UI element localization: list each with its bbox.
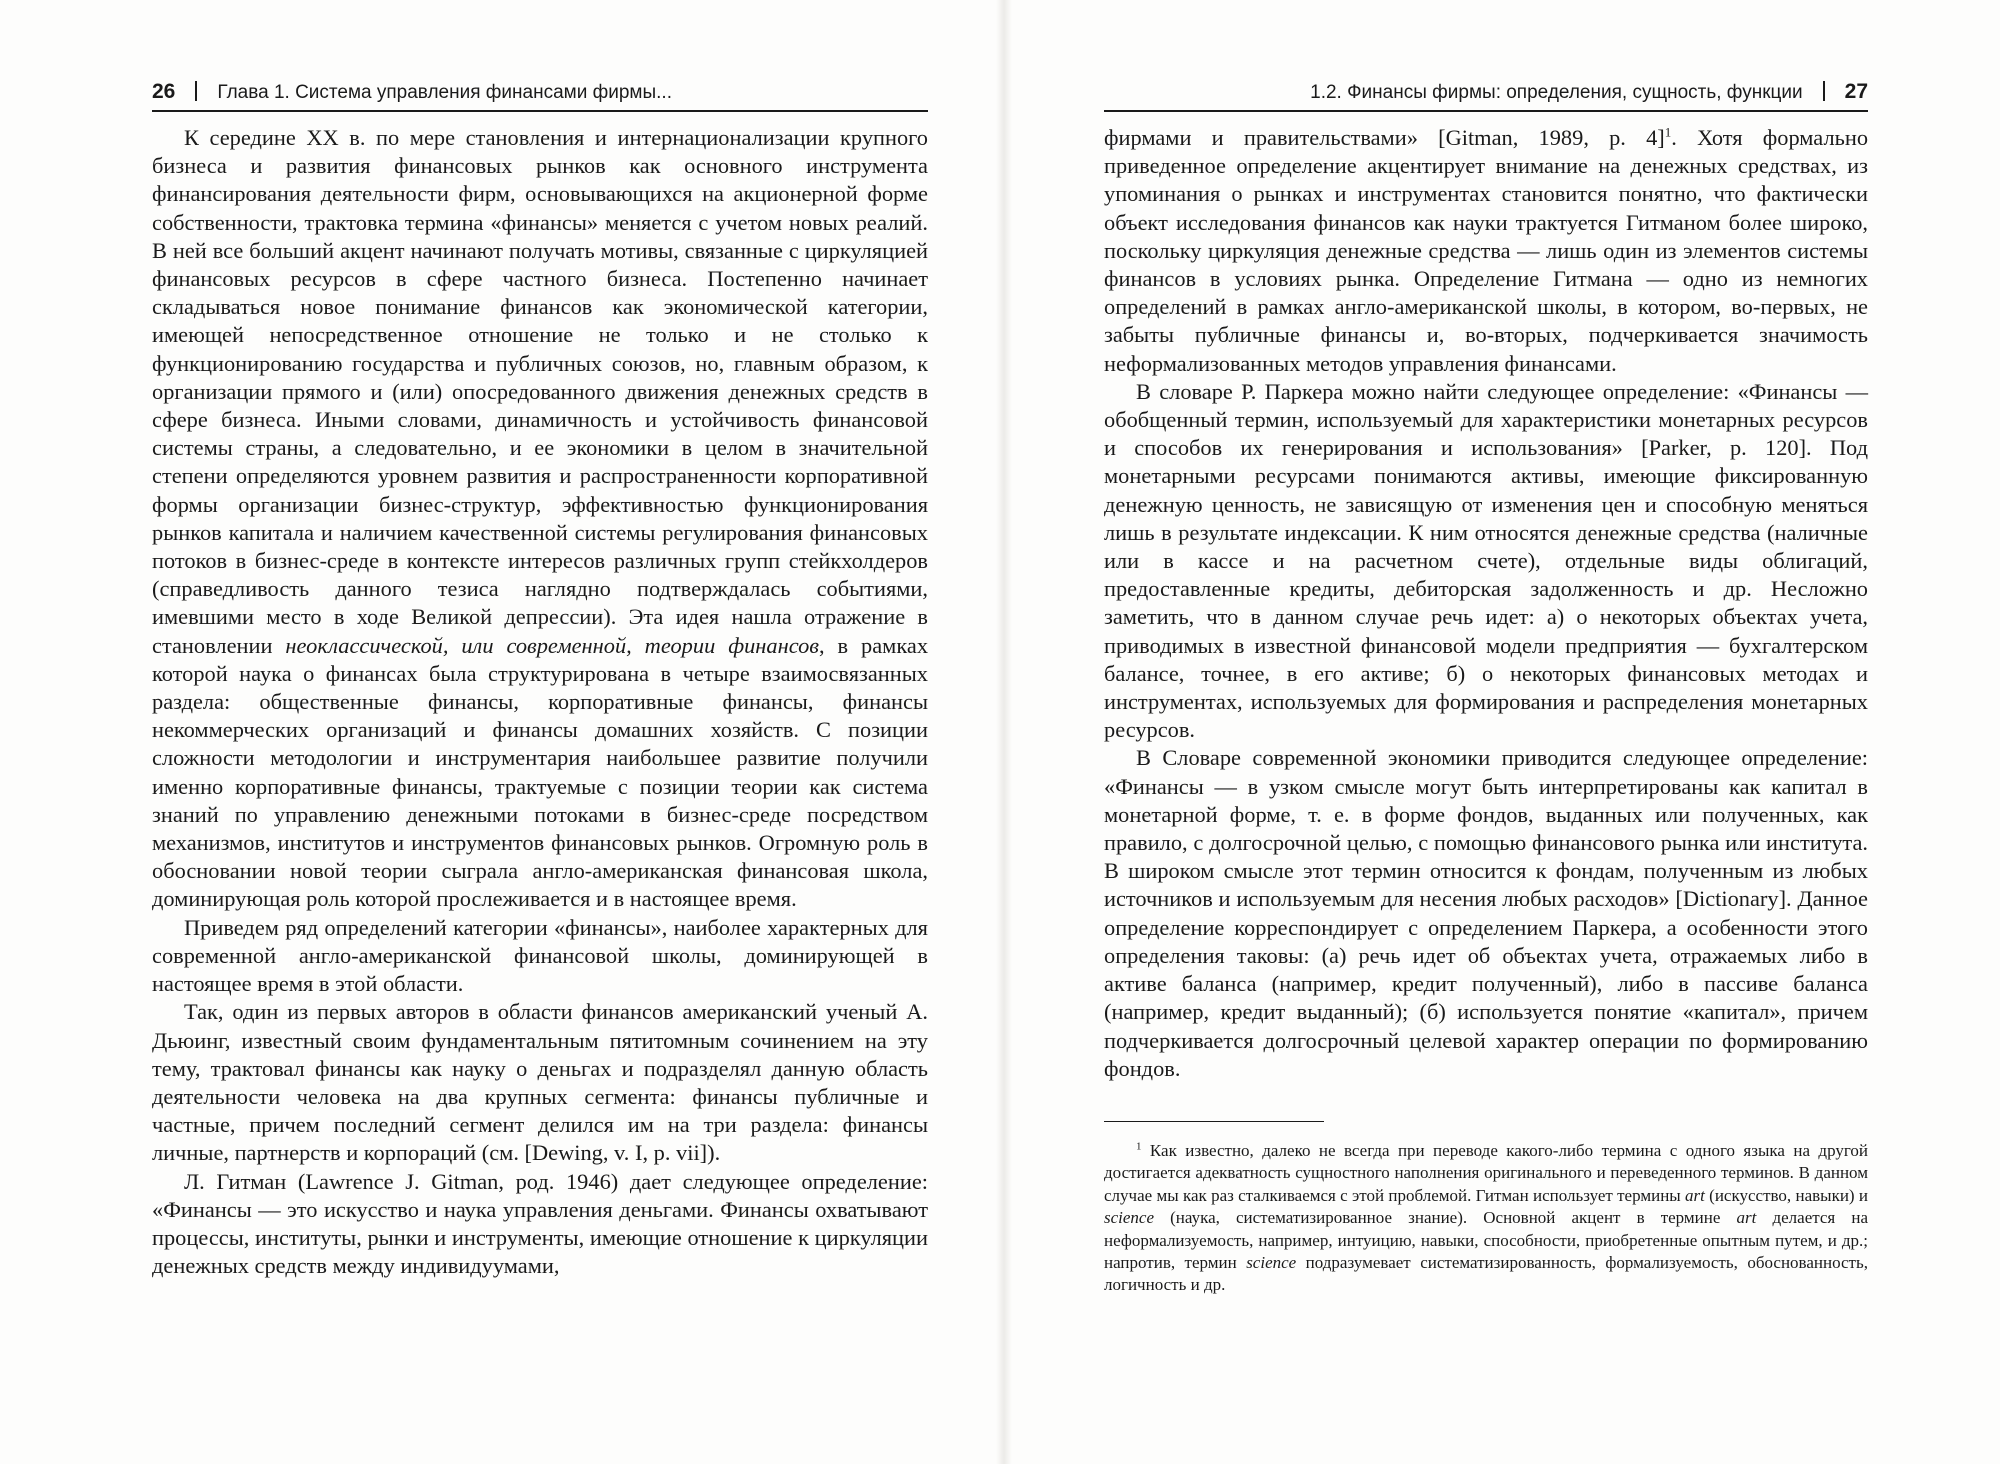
paragraph: В Словаре современной экономики приводится следующее определение: «Финансы — в узком смысле могут быть интерпретированы как капитал в монетарной форме, т. е. в форме фондов, выданных или полученных, как правило, с долгосрочной целью, с помощью финансового рынка или института. В широком смысле этот термин относится к фондам, полученным из любых источников и используемым для несения любых расходов» [Dictionary]. Данное определение корреспондирует с определением Паркера, а особенности этого определения таковы: (а) речь идет об объектах учета, отражаемых либо в активе баланса (например, кредит полученный), либо в пассиве баланса (например, кредит выданный); (б) используется понятие «капитал», причем подчеркивается долгосрочный целевой характер операции по формированию фондов.	[1104, 745, 1868, 1081]
footnote: $^1$ Как известно, далеко не всегда при переводе какого-либо термина с одного языка на другой достигается адекватность сущностного наполнения оригинального и переведенного терминов. В данном случае мы как раз сталкиваемся с этой проблемой. Гитман использует термины art (искусство, навыки) и science (наука, систематизированное знание). Основной акцент в термине art делается на неформализуемость, например, интуицию, навыки, способности, приобретенные опытным путем, и др.; напротив, термин science подразумевает систематизированность, формализуемость, обоснованность, логичность и др.	[1104, 1140, 1868, 1295]
footnote-term: art	[1736, 1208, 1757, 1228]
footnote-rule	[1104, 1121, 1324, 1122]
left-page	[152, 78, 928, 1280]
right-running-head	[1104, 78, 1868, 112]
footnote-marker: 1	[1136, 1140, 1142, 1153]
running-head-separator	[1823, 81, 1825, 101]
left-running-head-title: Глава 1. Система управления финансами фирмы...	[217, 82, 672, 103]
footnote-term: science	[1246, 1252, 1297, 1272]
paragraph: фирмами и правительствами» [Gitman, 1989, p. 4]$^1$. Хотя формально приведенное определение акцентирует внимание на денежных средствах, из упоминания о рынках и инструментах становится понятно, что фактически объект исследования финансов как науки трактуется Гитманом более широко, поскольку циркуляция денежные средства — лишь один из элементов системы финансов в условиях рынка. Определение Гитмана — одно из немногих определений в рамках англо-американской школы, в котором, во-первых, не забыты публичные финансы и, во-вторых, подчеркивается значимость неформализованных методов управления финансами.	[1104, 124, 1869, 376]
right-running-head-title: 1.2. Финансы фирмы: определения, сущность, функции	[1310, 82, 1803, 103]
footnote-term: art	[1685, 1185, 1705, 1205]
running-head-separator	[195, 81, 197, 101]
paragraph: Так, один из первых авторов в области финансов американский ученый А. Дьюинг, известный своим фундаментальным пятитомным сочинением на эту тему, трактовал финансы как науку о деньгах и подразделял данную область деятельности человека на два крупных сегмента: финансы публичные и частные, причем последний сегмент делился им на три раздела: финансы личные, партнерств и корпораций (см. [Dewing, v. I, p. vii]).	[152, 999, 928, 1166]
left-running-head	[152, 78, 928, 112]
paragraph: Л. Гитман (Lawrence J. Gitman, род. 1946) дает следующее определение: «Финансы — это искусство и наука управления деньгами. Финансы охватывают процессы, институты, рынки и инструменты, имеющие отношение к циркуляции денежных средств между индивидуумами,	[152, 1168, 928, 1279]
paragraph: В словаре Р. Паркера можно найти следующее определение: «Финансы — обобщенный термин, используемый для характеристики монетарных ресурсов и способов их генерирования и использования» [Parker, p. 120]. Под монетарными ресурсами понимаются активы, имеющие фиксированную денежную ценность, не зависящую от изменения цен и способную меняться лишь в результате индексации. К ним относятся денежные средства (наличные или в кассе и на расчетном счете), отдельные виды облигаций, предоставленные кредиты, дебиторская задолженность и др. Несложно заметить, что в данном случае речь идет: а) о некоторых объектах учета, приводимых в известной финансовой модели предприятия — бухгалтерском балансе, точнее, в его активе; б) о некоторых финансовых методах и инструментах, используемых для формирования и распределения монетарных ресурсов.	[1104, 378, 1868, 743]
book-gutter	[996, 0, 1012, 1464]
footnote-reference[interactable]: 1	[1664, 124, 1672, 140]
left-page-number: 26	[152, 80, 176, 103]
right-page	[1104, 78, 1868, 1297]
left-body-text	[152, 124, 928, 1280]
right-body-text	[1104, 124, 1868, 1083]
right-page-number: 27	[1844, 80, 1868, 103]
footnote-term: science	[1104, 1208, 1155, 1228]
emphasis-term: неоклассической, или современной, теории финансов	[285, 632, 820, 658]
paragraph: Приведем ряд определений категории «финансы», наиболее характерных для современной англо-американской финансовой школы, доминирующей в настоящее время в этой области.	[152, 914, 928, 997]
paragraph: К середине XX в. по мере становления и интернационализации крупного бизнеса и развития финансовых рынков как основного инструмента финансирования деятельности фирм, основывающихся на акционерной форме собственности, трактовка термина «финансы» меняется с учетом новых реалий. В ней все больший акцент начинают получать мотивы, связанные с циркуляцией финансовых ресурсов в сфере частного бизнеса. Постепенно начинает складываться новое понимание финансов как экономической категории, имеющей непосредственное отношение не только и не столько к функционированию государства и публичных союзов, но, главным образом, к организации прямого и (или) опосредованного движения денежных средств в сфере бизнеса. Иными словами, динамичность и устойчивость финансовой системы страны, а следовательно, и ее экономики в целом в значительной степени определяются уровнем развития и распространенности корпоративной формы организации бизнес-структур, эффективностью функционирования рынков капитала и наличием качественной системы регулирования финансовых потоков в бизнес-среде в контексте интересов различных групп стейкхолдеров (справедливость данного тезиса наглядно подтверждалась событиями, имевшими место в ходе Великой депрессии). Эта идея нашла отражение в становлении неоклассической, или современной, теории финансов, в рамках которой наука о финансах была структурирована в четыре взаимосвязанных раздела: общественные финансы, корпоративные финансы, финансы некоммерческих организаций и финансы домашних хозяйств. С позиции сложности методологии и инструментария наибольшее развитие получили именно корпоративные финансы, трактуемые с позиции теории как система знаний по управлению денежными потоками в бизнес-среде посредством механизмов, институтов и инструментов финансовых рынков. Огромную роль в обосновании новой теории сыграла англо-американская финансовая школа, доминирующая роль которой прослеживается и в настоящее время.	[152, 125, 929, 912]
